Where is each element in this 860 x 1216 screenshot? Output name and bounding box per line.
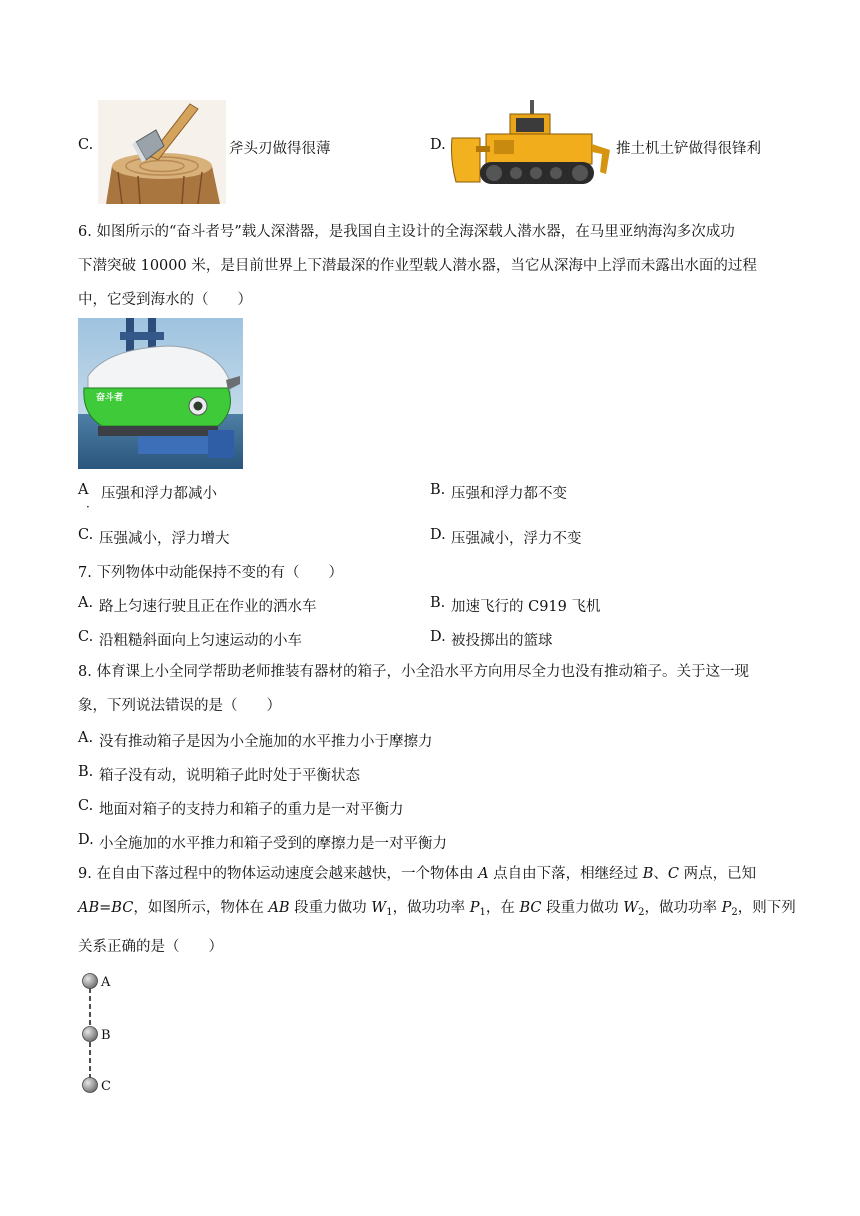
label-a: A <box>101 975 111 990</box>
q8-option-c-letter: C. <box>78 798 94 814</box>
q6-option-b-text: 压强和浮力都不变 <box>451 486 567 502</box>
q9-text: ，做功功率 <box>392 900 470 916</box>
q9-text: ，如图所示，物体在 <box>133 900 269 916</box>
q6-option-b-letter: B. <box>430 482 446 498</box>
segment-ab-ref: AB <box>78 900 100 916</box>
q5-option-d-text: 推土机土铲做得很锋利 <box>616 141 761 157</box>
segment-bc-ref: BC <box>111 900 134 916</box>
q6-stem-line-1: 6. 如图所示的“奋斗者号”载人深潜器，是我国自主设计的全海深载人潜水器，在马里亚纳海沟多次成功 <box>78 224 735 240</box>
q6-option-a-text: 压强和浮力都减小 <box>101 486 217 502</box>
q6-option-a-letter: A <box>78 482 89 498</box>
q9-text: 点自由下落，相继经过 <box>488 866 643 882</box>
subscript: 1 <box>386 907 393 918</box>
falling-object-diagram <box>78 968 138 1096</box>
q7-option-c-text: 沿粗糙斜面向上匀速运动的小车 <box>99 633 302 649</box>
q9-text: ，则下列 <box>737 900 796 916</box>
q8-option-d-text: 小全施加的水平推力和箱子受到的摩擦力是一对平衡力 <box>99 836 447 852</box>
q9-text: ，在 <box>485 900 520 916</box>
q7-option-b-text: 加速飞行的 C919 飞机 <box>451 599 601 615</box>
q9-text: = <box>99 900 112 916</box>
q5-option-c-letter: C. <box>78 137 94 153</box>
point-b-ref: B <box>642 866 654 882</box>
point-c-ref: C <box>667 866 680 882</box>
work-symbol: W <box>371 900 387 916</box>
q9-text: 两点，已知 <box>679 866 757 882</box>
subscript: 2 <box>638 907 645 918</box>
q7-option-c-letter: C. <box>78 629 94 645</box>
submersible-hull-label: 奋斗者 <box>96 393 124 403</box>
q7-option-b-letter: B. <box>430 595 446 611</box>
ball-at-c <box>83 1078 98 1093</box>
q8-stem-line-1: 8. 体育课上小全同学帮助老师推装有器材的箱子，小全沿水平方向用尽全力也没有推动箱子。关于这一现 <box>78 664 749 680</box>
power-symbol: P <box>721 900 732 916</box>
power-symbol: P <box>469 900 480 916</box>
segment-bc-ref: BC <box>519 900 542 916</box>
q9-stem-line-1 <box>78 857 786 891</box>
ball-at-b <box>83 1027 98 1042</box>
q9-stem-line-3: 关系正确的是（ ） <box>78 939 223 955</box>
q9-text: 9. 在自由下落过程中的物体运动速度会越来越快，一个物体由 <box>78 866 479 882</box>
bulldozer-image <box>450 98 614 194</box>
q8-option-a-letter: A. <box>78 730 94 746</box>
q7-option-a-letter: A. <box>78 595 94 611</box>
label-c: C <box>101 1079 111 1094</box>
segment-ab-ref: AB <box>268 900 290 916</box>
submersible-image <box>78 318 243 469</box>
q8-option-b-letter: B. <box>78 764 94 780</box>
q8-option-d-letter: D. <box>78 832 94 848</box>
subscript: 1 <box>479 907 486 918</box>
q8-option-b-text: 箱子没有动，说明箱子此时处于平衡状态 <box>99 768 360 784</box>
q8-option-c-text: 地面对箱子的支持力和箱子的重力是一对平衡力 <box>99 802 404 818</box>
q7-option-a-text: 路上匀速行驶且正在作业的洒水车 <box>99 599 317 615</box>
q7-stem: 7. 下列物体中动能保持不变的有（ ） <box>78 565 343 581</box>
q5-option-c-text: 斧头刃做得很薄 <box>229 141 331 157</box>
q8-stem-line-2: 象，下列说法错误的是（ ） <box>78 698 281 714</box>
q9-text: ，做功功率 <box>644 900 722 916</box>
q6-option-d-letter: D. <box>430 527 446 543</box>
ball-at-a <box>83 974 98 989</box>
q7-option-d-text: 被投掷出的篮球 <box>451 633 553 649</box>
q8-stem <box>78 655 786 723</box>
q9-text: 段重力做功 <box>541 900 624 916</box>
q6-option-d-text: 压强减小，浮力不变 <box>451 531 582 547</box>
q6-stem-line-2: 下潜突破 10000 米，是目前世界上下潜最深的作业型载人潜水器，当它从深海中上浮而未露出水面的过程 <box>78 258 757 274</box>
subscript: 2 <box>731 907 738 918</box>
q9-text: 段重力做功 <box>289 900 372 916</box>
q6-stem-line-3: 中，它受到海水的（ ） <box>78 292 252 308</box>
q6-stem <box>78 215 786 317</box>
axe-in-stump-image <box>98 100 226 204</box>
point-a-ref: A <box>478 866 489 882</box>
q6-option-a-dot: · <box>86 500 90 514</box>
q6-option-c-letter: C. <box>78 527 94 543</box>
work-symbol: W <box>623 900 639 916</box>
q8-option-a-text: 没有推动箱子是因为小全施加的水平推力小于摩擦力 <box>99 734 433 750</box>
q9-stem-line-2 <box>78 891 796 930</box>
q9-text: 、 <box>653 866 668 882</box>
q9-stem <box>78 857 796 964</box>
label-b: B <box>101 1028 111 1043</box>
q5-option-d-letter: D. <box>430 137 446 153</box>
q6-option-c-text: 压强减小，浮力增大 <box>99 531 230 547</box>
q7-option-d-letter: D. <box>430 629 446 645</box>
